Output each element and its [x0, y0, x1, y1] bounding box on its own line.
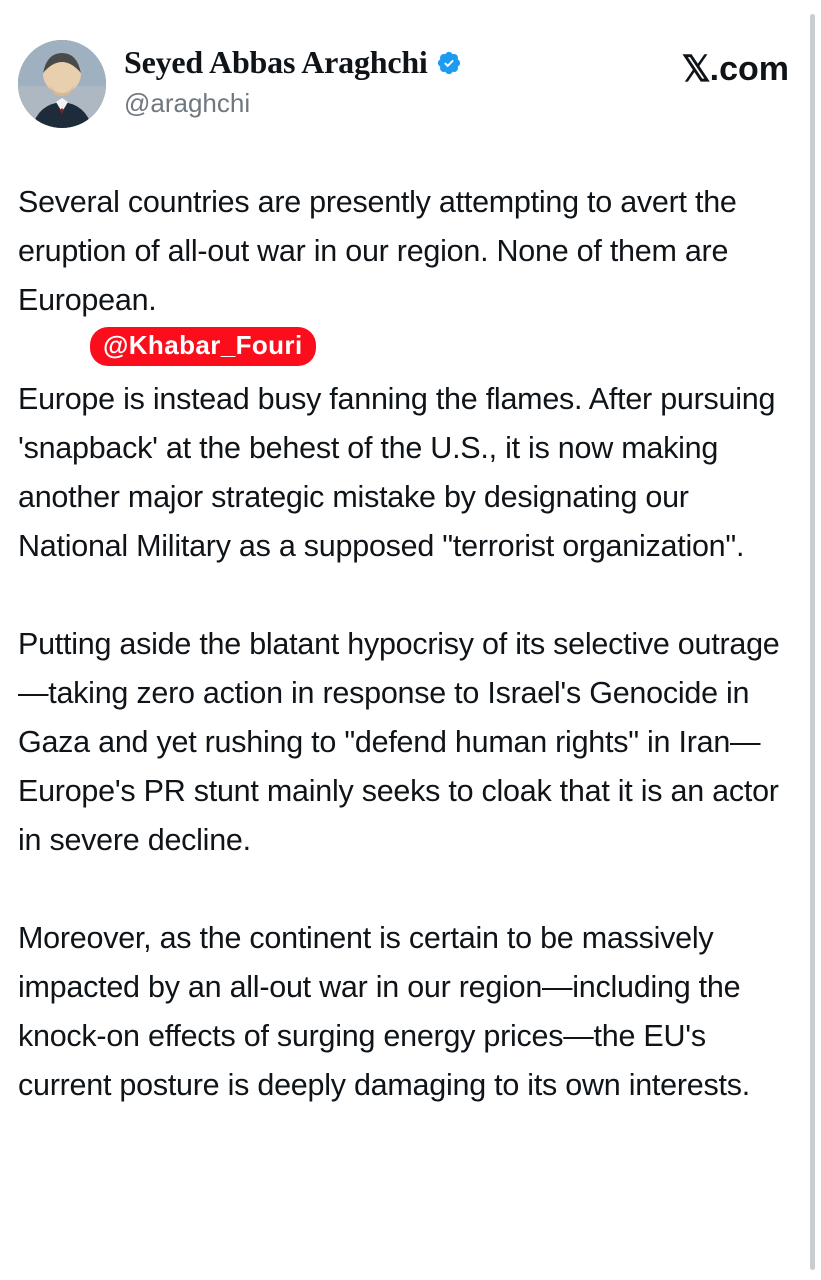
x-com-brand: [682, 48, 789, 90]
tweet-paragraph-3: Putting aside the blatant hypocrisy of its selective outrage—taking zero action in response to Israel's Genocide in Gaza and yet rushing to "defend human rights" in Iran—Europe's PR stunt mainly seeks to cloak that it is an actor in severe decline.: [18, 627, 780, 857]
author-name-row[interactable]: [124, 44, 462, 81]
tweet-paragraph-1: Several countries are presently attempting to avert the eruption of all-out war in our region. None of them are European.: [18, 185, 737, 317]
tweet-paragraph-4: Moreover, as the continent is certain to be massively impacted by an all-out war in our region—including the knock-on effects of surging energy prices—the EU's current posture is deeply damaging to its own interests.: [18, 921, 750, 1102]
x-logo-icon: 𝕏: [681, 49, 710, 89]
brand-suffix: .com: [709, 49, 789, 88]
display-name: Seyed Abbas Araghchi: [124, 44, 428, 80]
verified-badge-icon: [436, 50, 462, 76]
watermark-badge: @Khabar_Fouri: [90, 327, 316, 366]
tweet-paragraph-2: Europe is instead busy fanning the flames. After pursuing 'snapback' at the behest of the U.S., it is now making another major strategic mistake by designating our National Military as a supposed "terrorist organization".: [18, 382, 776, 563]
tweet-body: [18, 178, 802, 1110]
author-handle: @araghchi: [124, 88, 251, 118]
watermark-row: [18, 327, 802, 371]
scrollbar-rail[interactable]: [810, 14, 815, 1270]
avatar[interactable]: [18, 40, 106, 128]
tweet-header: [0, 0, 821, 150]
